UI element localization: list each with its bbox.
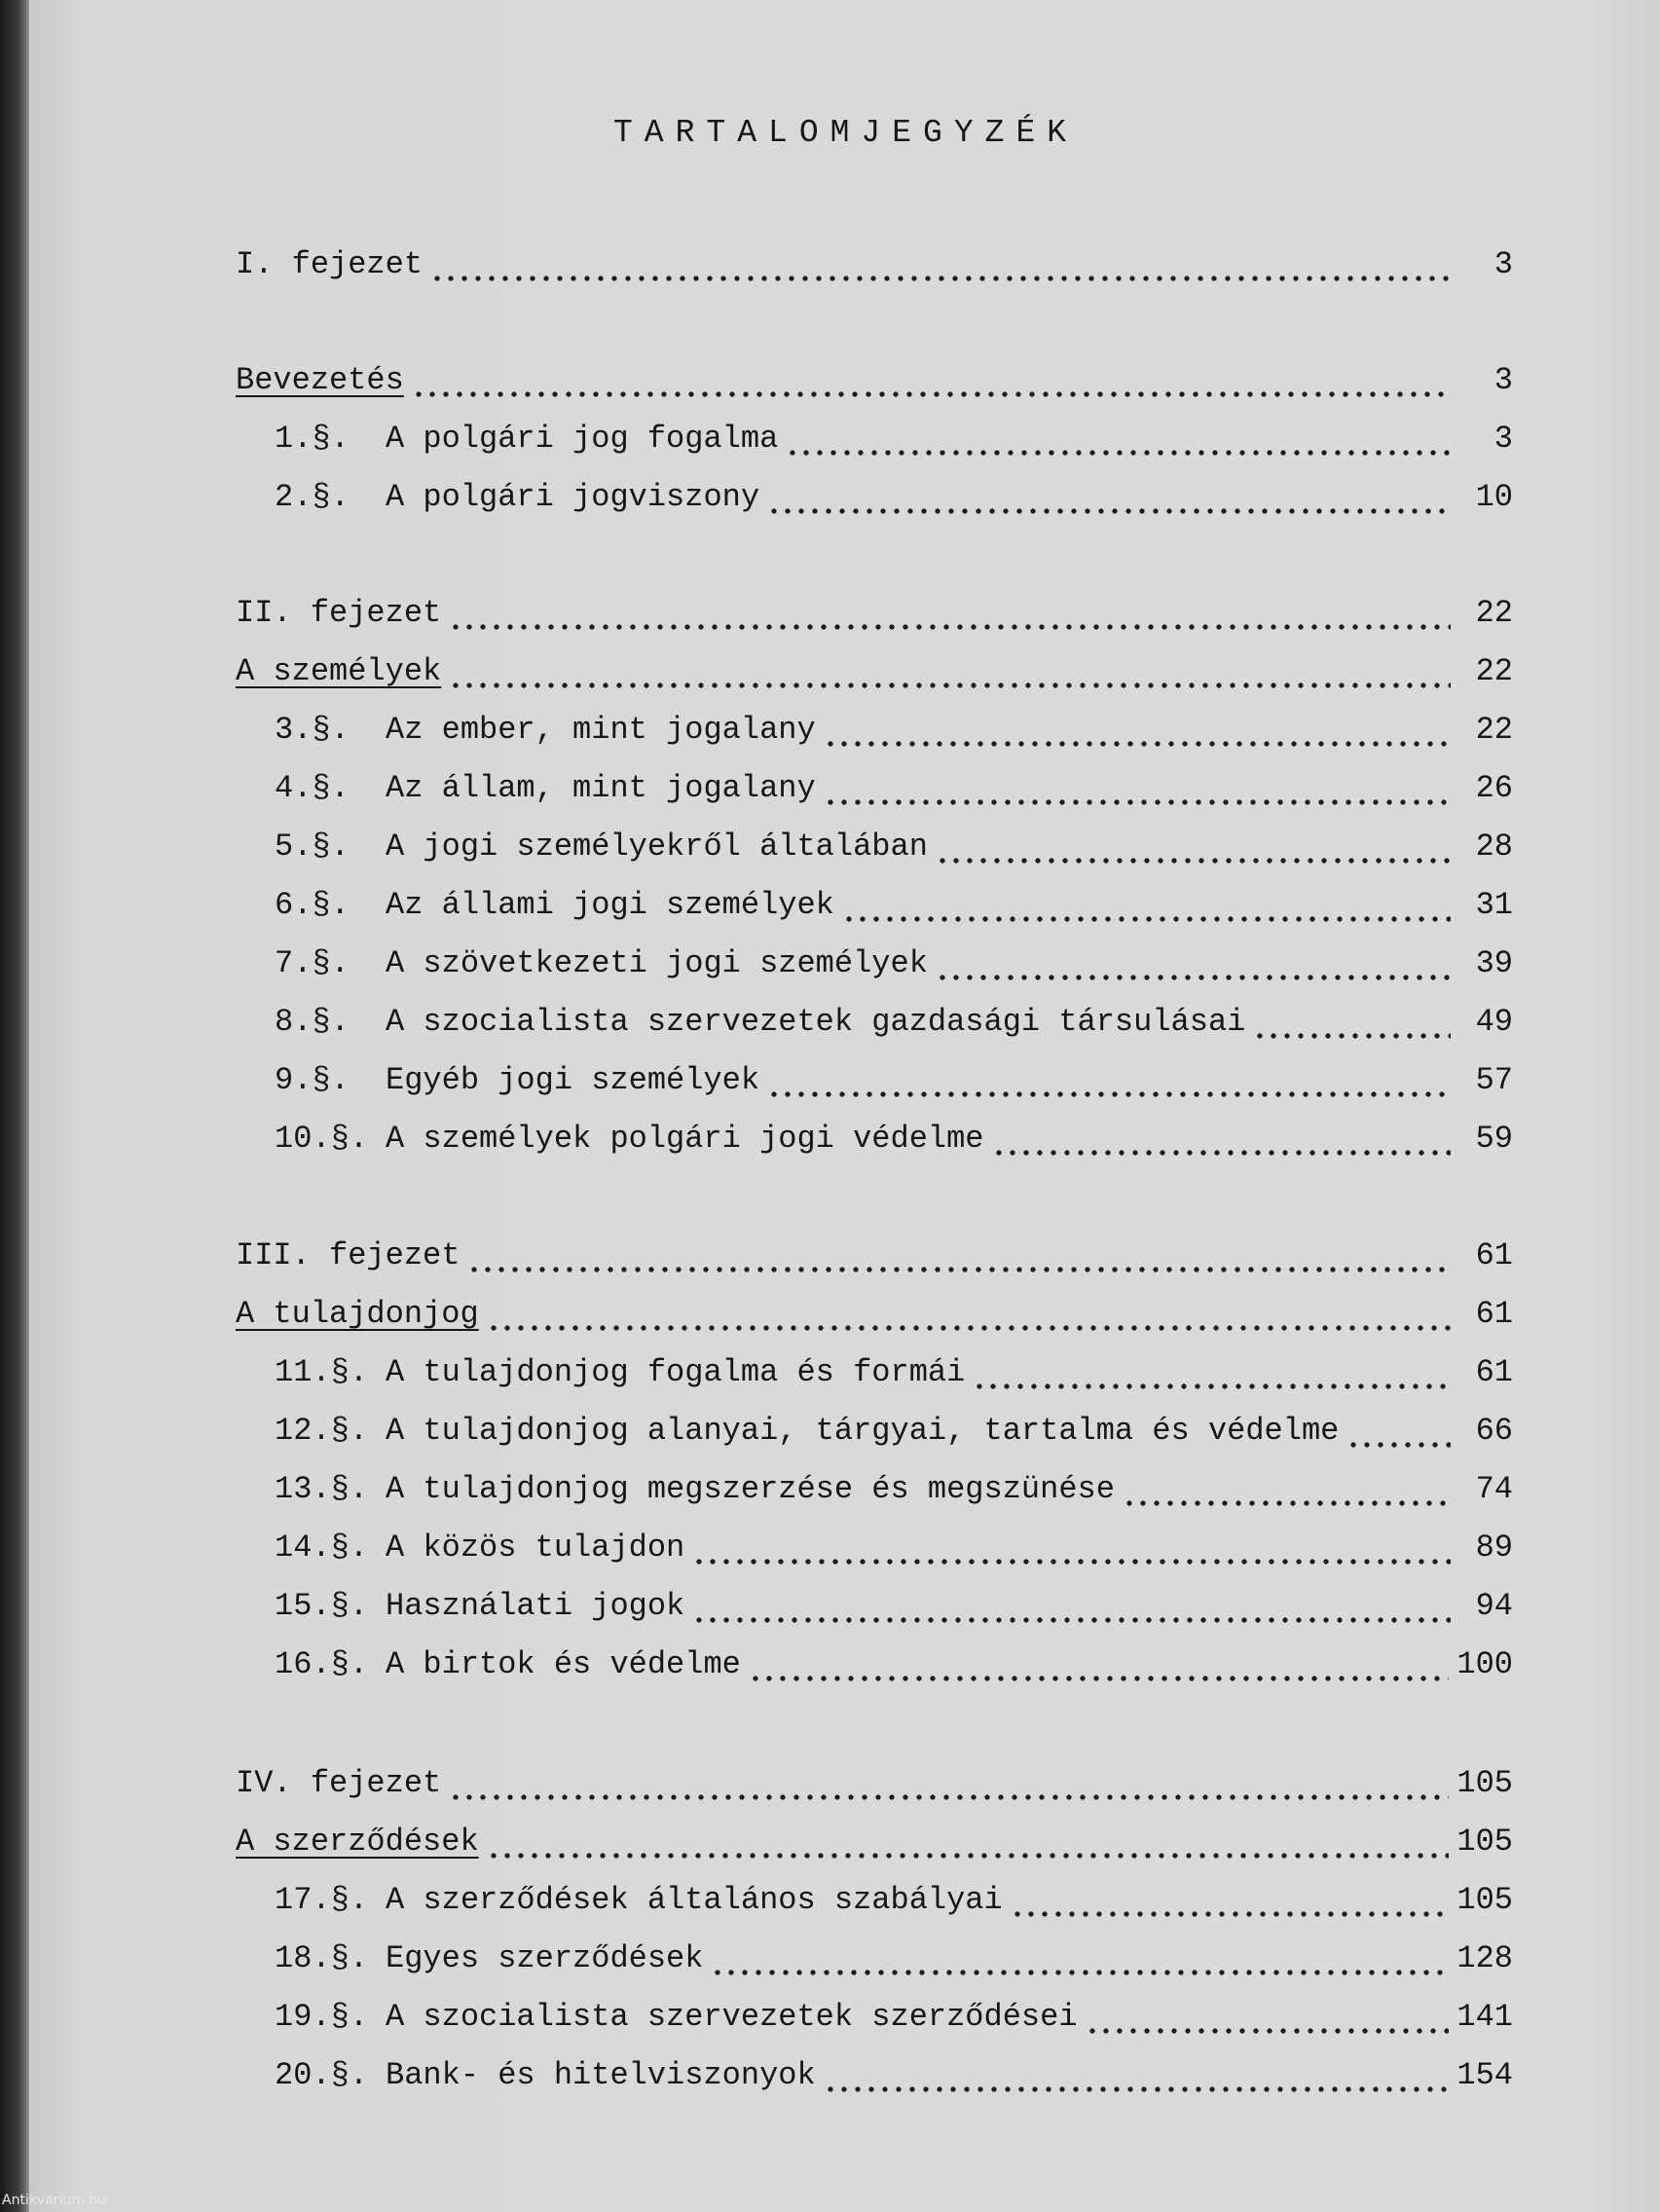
toc-section-row	[275, 999, 1513, 1046]
toc-page-number: 3	[1493, 362, 1513, 398]
toc-entry-label: A szocialista szervezetek gazdasági társulásai	[386, 1004, 1246, 1040]
toc-entry-label: A szerződések általános szabályai	[386, 1882, 1003, 1918]
toc-entry-label: II. fejezet	[236, 595, 442, 631]
toc-page-number: 22	[1475, 595, 1513, 631]
toc-page-number: 39	[1475, 945, 1513, 981]
watermark: Antikvarium.hu	[2, 2193, 107, 2208]
toc-section-number: 9.§.	[275, 1062, 350, 1098]
toc-section-number: 16.§.	[275, 1646, 369, 1682]
toc-entry-label: Egyéb jogi személyek	[386, 1062, 760, 1098]
toc-section-row	[275, 1116, 1513, 1162]
toc-entry-label: III. fejezet	[236, 1237, 461, 1273]
toc-part-heading-row	[236, 1291, 1513, 1338]
toc-chapter-row	[236, 1233, 1513, 1279]
dot-leader	[749, 1655, 1450, 1684]
toc-page-number: 22	[1475, 653, 1513, 689]
toc-section-number: 5.§.	[275, 829, 350, 865]
toc-section-row	[275, 1936, 1513, 1982]
toc-entry-label: A tulajdonjog megszerzése és megszünése	[386, 1471, 1115, 1507]
toc-section-number: 8.§.	[275, 1004, 350, 1040]
toc-page-number: 154	[1456, 2057, 1513, 2093]
toc-section-row	[275, 1583, 1513, 1630]
toc-section-row	[275, 1994, 1513, 2041]
dot-leader	[692, 1538, 1451, 1567]
toc-entry-label: A tulajdonjog fogalma és formái	[386, 1354, 966, 1390]
toc-page-number: 105	[1456, 1882, 1513, 1918]
toc-entry-label: A tulajdonjog alanyai, tárgyai, tartalma és védelme	[386, 1413, 1340, 1449]
dot-leader	[786, 429, 1451, 459]
dot-leader	[824, 779, 1451, 808]
toc-page-number: 74	[1475, 1471, 1513, 1507]
toc-entry-label: Használati jogok	[386, 1588, 685, 1624]
toc-entry-label: A közös tulajdon	[386, 1530, 685, 1566]
toc-part-heading-row	[236, 1819, 1513, 1865]
toc-section-number: 7.§.	[275, 945, 350, 981]
toc-page-number: 61	[1475, 1237, 1513, 1273]
toc-page-number: 128	[1456, 1940, 1513, 1976]
toc-chapter-row	[236, 1760, 1513, 1807]
toc-section-number: 3.§.	[275, 712, 350, 748]
toc-section-row	[275, 1466, 1513, 1513]
dot-leader	[767, 1071, 1451, 1100]
toc-entry-label: A jogi személyekről általában	[386, 829, 928, 865]
toc-part-heading-row	[236, 357, 1513, 404]
dot-leader	[1253, 1013, 1451, 1042]
toc-page-number: 57	[1475, 1062, 1513, 1098]
toc-section-row	[275, 707, 1513, 754]
toc-section-number: 20.§.	[275, 2057, 369, 2093]
toc-section-row	[275, 2052, 1513, 2099]
binding-edge	[0, 0, 29, 2212]
dot-leader	[973, 1363, 1451, 1392]
toc-section-row	[275, 1349, 1513, 1396]
toc-section-number: 18.§.	[275, 1940, 369, 1976]
toc-page-number: 105	[1456, 1765, 1513, 1801]
dot-leader	[487, 1832, 1450, 1862]
toc-entry-label: A polgári jogviszony	[386, 479, 760, 515]
toc-entry-label: Bank- és hitelviszonyok	[386, 2057, 816, 2093]
toc-entry-label: I. fejezet	[236, 246, 424, 282]
dot-leader	[1346, 1421, 1451, 1451]
toc-page-number: 94	[1475, 1588, 1513, 1624]
dot-leader	[824, 2066, 1450, 2095]
toc-section-row	[275, 1525, 1513, 1571]
toc-section-row	[275, 1877, 1513, 1924]
toc-page-number: 31	[1475, 887, 1513, 923]
toc-entry-label: Bevezetés	[236, 362, 404, 398]
toc-section-number: 15.§.	[275, 1588, 369, 1624]
dot-leader	[936, 954, 1451, 983]
toc-page-number: 100	[1456, 1646, 1513, 1682]
toc-section-number: 10.§.	[275, 1121, 369, 1157]
dot-leader	[767, 488, 1451, 517]
toc-entry-label: A személyek polgári jogi védelme	[386, 1121, 984, 1157]
toc-entry-label: A személyek	[236, 653, 442, 689]
toc-section-number: 19.§.	[275, 1999, 369, 2035]
toc-section-number: 13.§.	[275, 1471, 369, 1507]
dot-leader	[992, 1129, 1452, 1159]
toc-page-number: 3	[1493, 421, 1513, 457]
toc-section-row	[275, 416, 1513, 462]
toc-page-number: 49	[1475, 1004, 1513, 1040]
toc-section-number: 14.§.	[275, 1530, 369, 1566]
toc-section-number: 4.§.	[275, 770, 350, 806]
toc-page-number: 10	[1475, 479, 1513, 515]
toc-section-row	[275, 940, 1513, 987]
dot-leader	[449, 662, 1451, 691]
dot-leader	[842, 896, 1451, 925]
toc-page-number: 59	[1475, 1121, 1513, 1157]
dot-leader	[1086, 2008, 1450, 2037]
toc-entry-label: A szövetkezeti jogi személyek	[386, 945, 928, 981]
toc-chapter-row	[236, 241, 1513, 288]
toc-section-row	[275, 474, 1513, 521]
dot-leader	[1123, 1480, 1451, 1509]
toc-entry-label: IV. fejezet	[236, 1765, 442, 1801]
document-page	[29, 0, 1659, 2212]
toc-entry-label: A polgári jog fogalma	[386, 421, 779, 457]
toc-page-number: 89	[1475, 1530, 1513, 1566]
toc-section-row	[275, 1057, 1513, 1104]
toc-section-number: 2.§.	[275, 479, 350, 515]
dot-leader	[430, 255, 1451, 284]
toc-page-number: 61	[1475, 1354, 1513, 1390]
toc-page-number: 28	[1475, 829, 1513, 865]
toc-section-number: 6.§.	[275, 887, 350, 923]
dot-leader	[412, 371, 1451, 400]
toc-entry-label: A szocialista szervezetek szerződései	[386, 1999, 1078, 2035]
toc-page-number: 26	[1475, 770, 1513, 806]
toc-section-row	[275, 824, 1513, 870]
toc-section-number: 12.§.	[275, 1413, 369, 1449]
dot-leader	[824, 720, 1451, 750]
toc-part-heading-row	[236, 648, 1513, 695]
page-title: TARTALOMJEGYZÉK	[613, 115, 1079, 151]
toc-section-row	[275, 765, 1513, 812]
toc-section-row	[275, 882, 1513, 929]
toc-entry-label: Az állami jogi személyek	[386, 887, 834, 923]
toc-section-row	[275, 1641, 1513, 1688]
toc-entry-label: Az ember, mint jogalany	[386, 712, 816, 748]
dot-leader	[449, 604, 1451, 633]
toc-section-number: 17.§.	[275, 1882, 369, 1918]
toc-chapter-row	[236, 590, 1513, 637]
toc-entry-label: A birtok és védelme	[386, 1646, 741, 1682]
toc-entry-label: Egyes szerződések	[386, 1940, 704, 1976]
dot-leader	[1011, 1891, 1450, 1920]
toc-section-number: 11.§.	[275, 1354, 369, 1390]
toc-entry-label: Az állam, mint jogalany	[386, 770, 816, 806]
toc-page-number: 61	[1475, 1296, 1513, 1332]
dot-leader	[711, 1949, 1449, 1978]
toc-page-number: 22	[1475, 712, 1513, 748]
dot-leader	[467, 1246, 1451, 1275]
toc-section-row	[275, 1408, 1513, 1455]
toc-entry-label: A szerződések	[236, 1824, 479, 1860]
dot-leader	[936, 837, 1451, 866]
dot-leader	[487, 1305, 1451, 1334]
toc-page-number: 105	[1456, 1824, 1513, 1860]
dot-leader	[449, 1774, 1449, 1803]
toc-page-number: 3	[1493, 246, 1513, 282]
toc-page-number: 66	[1475, 1413, 1513, 1449]
toc-entry-label: A tulajdonjog	[236, 1296, 479, 1332]
toc-page-number: 141	[1456, 1999, 1513, 2035]
dot-leader	[692, 1597, 1451, 1626]
toc-section-number: 1.§.	[275, 421, 350, 457]
